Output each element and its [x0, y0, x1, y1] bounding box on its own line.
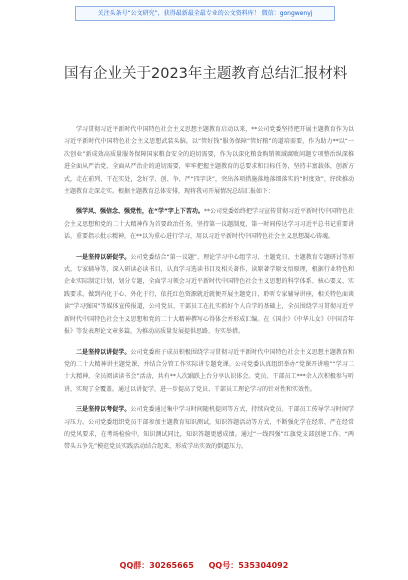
document-title: 国有企业关于2023年主题教育总结汇报材料 [64, 66, 348, 82]
body-paragraph [64, 206, 354, 243]
body-paragraph [64, 404, 354, 454]
paragraph-heading: 一是坚持以研促学。 [76, 253, 131, 261]
qq-group-text: QQ群：30265665 [119, 561, 194, 570]
paragraph-heading: 强学风、强信念、强党性，在“学”字上下苦功。 [76, 208, 204, 216]
contact-footer [0, 560, 408, 572]
paragraph-heading: 三是坚持以考促学。 [76, 406, 131, 414]
body-paragraph [64, 252, 354, 339]
paragraph-text: 公司党委通过集中学习时间随机提问等方式，持续向党员、干部员工传导学习时间学习压力。公司党委组织党员干部参加主题教育知识测试，知识答题活动等方式，不断强化学在经常、严在经常的党风要求，在考场检验中，知识测试同比，知识答题更感成绩。通过“一线四强”红旗党支部创建工作、“两带头五争先”模范党员实践活动结合起来，形成学出实效的倒逼压力。 [64, 406, 354, 451]
qq-number-text: QQ号：535304092 [208, 561, 289, 570]
body-paragraph [64, 347, 354, 397]
paragraph-text: 学习贯彻习近平新时代中国特色社会主义思想主题教育启动以来，**公司党委坚持把开展主题教育作为以习近平新时代中国特色社会主义思想武装头脑，以“管好钱”服务保障“管好粮”的道培需要，作为助力**以“一次创业”新成效高质量服务保障国家粮食安全的迫切需要，作为以深化粮食购销领域腐败问题专项整治纵深推进全面从严治党、全面从严治企的迫切需要，牢牢把握主题教育的总要求和目标任务，坚持丰富载体，创新方式，走在前列、干在实处，念好学、创、争、严“四字诀”，突出各项措施落地落细落实的“时度效”，纾续推动主题教育走深走实。根据主题教育总体安排，现将我司开展情况总结汇报如下： [64, 126, 354, 196]
body-paragraph [64, 124, 354, 198]
promo-banner: 关注头条号“公文研究”，获得最新最全最专业的公文资料库！ 微信：gongwenyj [75, 6, 335, 21]
paragraph-text: **公司党委始终把学习宣传贯彻习近平新时代中国特色社会主义思想和党的二十大精神作为首要政治任务，坚持第一议题制度，第一时间传达学习习近平总书记重要讲话、重要指示批示精神，在**以为重心进行学习，用以习近平新时代中国特色社会主义思想凝心铸魂。 [64, 208, 354, 241]
document-body [64, 124, 354, 462]
paragraph-heading: 二是坚持以讲促学。 [76, 348, 131, 356]
paragraph-text: 公司党委结合“第一议题”、理论学习中心组学习、主题党日、主题教育专题研讨等形式，专家辅导等，深入研读必读书目，认真学习选读书目及相关著作，读原著学原文悟原理，根据行业特色和企业实际制定计划，划分专题，全面学习领会习近平新时代中国特色社会主义思想的科学体系、核心要义、实践要求。做到内化于心、外化于行，依托红色资源就近就便开展主题党日，聆听专家辅导讲座，相关特色面谈读“学习强国”等媒体宣传报道，公司党员、干部员工在扎实抓好个人自学的基础上，全员围绕学习贯彻习近平新时代中国特色社会主义思想和党的二十大精神撰写心得体会并形成汇编。在《国企》《中华儿女》《中国青年报》等发表理论文章多篇，为推动高质量发展提供思路、夯实举措。 [64, 253, 354, 336]
paragraph-text: 公司党委班子成员积极围绕学习贯彻习近平新时代中国特色社会主义思想主题教育和党的二十大精神讲主题党课，并结合分管工作实际讲专题党课。公司党委认真组织举办“党课开讲啦”“学习二十大精神，全员阅读读书会”活动，共有**人次踊跃上台分享认识体会。党员、干部员工***余人次积极参与听讲，实现了全覆盖。通过以讲促学，进一步提高了党员、干部员工理论学习的针对性和实效性。 [64, 348, 354, 393]
